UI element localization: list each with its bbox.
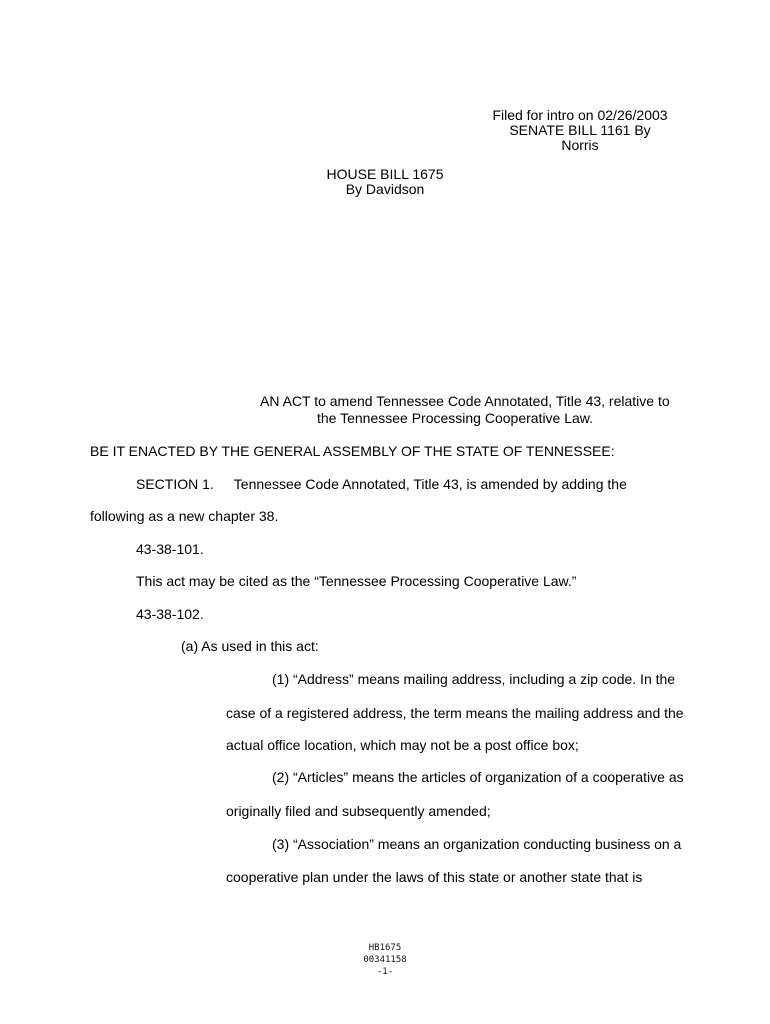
house-bill-info — [300, 167, 470, 197]
definition-1-line1: (1) “Address” means mailing address, including a zip code. In the — [272, 671, 676, 687]
footer-document-code: 00341158 — [363, 955, 407, 965]
act-caption-line1: AN ACT to amend Tennessee Code Annotated, Title 43, relative to — [260, 393, 670, 409]
definition-2-line1: (2) “Articles” means the articles of organization of a cooperative as — [272, 769, 684, 785]
house-bill-number: HOUSE BILL 1675 — [326, 166, 444, 182]
footer-bill-number: HB1675 — [368, 943, 402, 953]
filed-date-line: Filed for intro on 02/26/2003 — [492, 107, 668, 123]
definition-2-line2: originally filed and subsequently amended; — [226, 803, 491, 819]
definition-1-line3: actual office location, which may not be a post office box; — [226, 737, 579, 753]
page-footer — [335, 942, 435, 978]
filing-info — [480, 108, 680, 153]
enacting-clause: BE IT ENACTED BY THE GENERAL ASSEMBLY OF THE STATE OF TENNESSEE: — [90, 443, 615, 459]
short-title-text: This act may be cited as the “Tennessee Processing Cooperative Law.” — [136, 573, 577, 589]
section-text: Tennessee Code Annotated, Title 43, is amended by adding the — [233, 476, 627, 492]
definition-3-line1: (3) “Association” means an organization conducting business on a — [272, 836, 682, 852]
definition-1-line2: case of a registered address, the term means the mailing address and the — [226, 705, 684, 721]
definition-3-line2: cooperative plan under the laws of this state or another state that is — [226, 869, 643, 885]
section-1-heading — [136, 476, 627, 493]
section-label: SECTION 1. — [136, 476, 214, 492]
code-section-102: 43-38-102. — [136, 606, 204, 622]
footer-page-number: -1- — [376, 967, 394, 977]
act-caption — [260, 393, 700, 427]
senate-bill-line: SENATE BILL 1161 By — [509, 122, 651, 138]
senate-sponsor: Norris — [561, 137, 599, 153]
subsection-a: (a) As used in this act: — [181, 638, 319, 654]
house-sponsor: By Davidson — [345, 181, 425, 197]
section-continuation: following as a new chapter 38. — [90, 508, 279, 524]
code-section-101: 43-38-101. — [136, 541, 204, 557]
act-caption-line2: the Tennessee Processing Cooperative Law. — [317, 410, 594, 426]
